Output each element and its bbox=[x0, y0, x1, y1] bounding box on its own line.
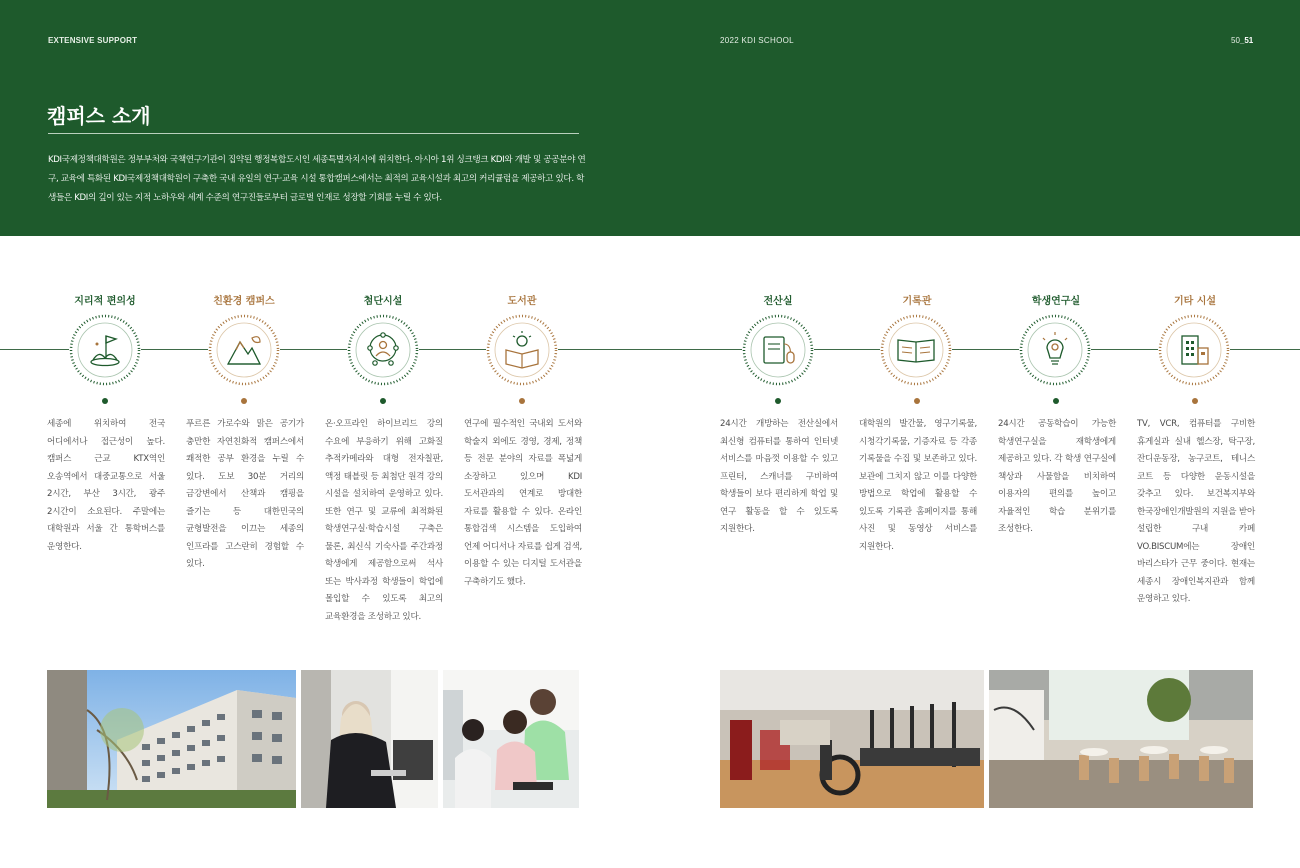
page-numbers bbox=[1231, 36, 1253, 45]
feature-title-computer-room: 전산실 bbox=[763, 296, 793, 307]
publication-label: 2022 KDI SCHOOL bbox=[720, 36, 794, 45]
timeline-dot bbox=[380, 398, 386, 404]
page-number-left: 50 bbox=[1231, 36, 1240, 45]
feature-title-eco-campus: 친환경 캠퍼스 bbox=[213, 296, 275, 307]
timeline-dot bbox=[519, 398, 525, 404]
section-label: EXTENSIVE SUPPORT bbox=[48, 36, 138, 45]
intro-paragraph: KDI국제정책대학원은 정부부처와 국책연구기관이 집약된 행정복합도시인 세종특별자치시에 위치한다. 아시아 1위 싱크탱크 KDI와 개발 및 공공분야 연구, 교육에 특화된 KDI국제정책대학원이 구축한 국내 유일의 연구·교육 시설 통합캠퍼스에서는 최적의 교육시설과 최고의 커리큘럼을 제공하고 있다. 학생들은 KDI의 깊이 있는 지적 노하우와 세계 수준의 연구진들로부터 글로벌 인재로 성장할 기회를 누릴 수 있다. bbox=[48, 155, 586, 203]
page-title: 캠퍼스 소개 bbox=[47, 104, 151, 128]
feature-title-archives: 기록관 bbox=[902, 296, 932, 307]
fitness-center-photo bbox=[720, 670, 984, 808]
timeline-dot bbox=[1053, 398, 1059, 404]
feature-desc-eco-campus: 푸르른 가로수와 맑은 공기가 충만한 자연친화적 캠퍼스에서 쾌적한 공부 환경을 누릴 수 있다. 도보 30분 거리의 금강변에서 산책과 캠핑을 즐기는 등 대한민국의 균형발전을 이끄는 세종의 인프라를 고스란히 경험할 수 있다. bbox=[186, 419, 304, 569]
feature-desc-library: 연구에 필수적인 국내외 도서와 학술지 외에도 경영, 경제, 정책 등 전문 분야의 자료를 폭넓게 소장하고 있으며 KDI 도서관과의 연계로 방대한 자료를 활용할 수 있다. 온라인 통합검색 시스템을 도입하여 언제 어디서나 자료를 쉽게 검색, 이용할 수 있는 디지털 도서관을 구축하기도 했다. bbox=[464, 419, 582, 587]
timeline-dot bbox=[102, 398, 108, 404]
feature-desc-computer-room: 24시간 개방하는 전산실에서 최신형 컴퓨터를 통하여 인터넷 서비스를 마음껏 이용할 수 있고 프린터, 스캐너를 구비하여 학생들이 보다 편리하게 학업 및 연구 활동을 할 수 있도록 지원한다. bbox=[720, 419, 838, 534]
timeline-dot bbox=[1192, 398, 1198, 404]
network-person-icon bbox=[347, 314, 419, 386]
feature-title-other-facilities: 기타 시설 bbox=[1173, 296, 1217, 307]
title-divider bbox=[48, 133, 579, 134]
campus-cafe-photo bbox=[989, 670, 1253, 808]
feature-desc-archives: 대학원의 발간물, 영구기록물, 시청각기록물, 기증자료 등 각종 기록물을 수집 및 보존하고 있다. 보관에 그치지 않고 이를 다양한 방법으로 학업에 활용할 수 있도록 기록관 홈페이지를 통해 사진 및 동영상 서비스를 지원한다. bbox=[859, 419, 977, 552]
mountain-leaf-icon bbox=[208, 314, 280, 386]
lightbulb-gear-icon bbox=[1019, 314, 1091, 386]
students-computer-photo bbox=[443, 670, 579, 808]
feature-title-location: 지리적 편의성 bbox=[74, 296, 136, 307]
feature-title-advanced-facilities: 첨단시설 bbox=[363, 296, 403, 307]
page-number-right: 51 bbox=[1244, 36, 1254, 45]
book-lightbulb-icon bbox=[486, 314, 558, 386]
buildings-icon bbox=[1158, 314, 1230, 386]
feature-desc-advanced-facilities: 온·오프라인 하이브리드 강의 수요에 부응하기 위해 고화질 추적카메라와 대형 전자칠판, 액정 태블릿 등 최첨단 원격 강의 시설을 설치하여 운영하고 있다. 또한 연구 및 교류에 최적화된 학생연구실·학습시설 구축은 물론, 최신식 기숙사를 주간과정 학생에게 제공함으로써 석사 또는 박사과정 학생들이 학업에 몰입할 수 있도록 최고의 교육환경을 조성하고 있다. bbox=[325, 419, 443, 622]
feature-desc-other-facilities: TV, VCR, 컴퓨터를 구비한 휴게실과 실내 헬스장, 탁구장, 잔디운동장, 농구코트, 테니스 코트 등 다양한 운동시설을 갖추고 있다. 보건복지부와 한국장애인개발원의 지원을 받아 설립한 구내 카페 VO.BISCUM에는 장애인 바리스타가 근무 중이다. 현재는 세종시 장애인복지관과 함께 운영하고 있다. bbox=[1137, 419, 1255, 604]
computer-mouse-icon bbox=[742, 314, 814, 386]
feature-desc-student-lab: 24시간 공동학습이 가능한 학생연구실을 재학생에게 제공하고 있다. 각 학생 연구실에 책상과 사물함을 비치하여 이용자의 편의를 높이고 자율적인 학습 분위기를 조성한다. bbox=[998, 419, 1116, 534]
student-library-photo bbox=[301, 670, 438, 808]
timeline-line bbox=[0, 349, 1300, 350]
feature-title-library: 도서관 bbox=[507, 296, 537, 307]
page-number-separator: _ bbox=[1239, 36, 1245, 45]
map-flag-icon bbox=[69, 314, 141, 386]
feature-title-student-lab: 학생연구실 bbox=[1031, 296, 1081, 307]
timeline-dot bbox=[241, 398, 247, 404]
campus-building-photo bbox=[47, 670, 296, 808]
timeline-dot bbox=[775, 398, 781, 404]
timeline-dot bbox=[914, 398, 920, 404]
feature-desc-location: 세종에 위치하여 전국 어디에서나 접근성이 높다. 캠퍼스 근교 KTX역인 오송역에서 대중교통으로 서울 2시간, 부산 3시간, 광주 2시간이 소요된다. 주말에는 대학원과 서울 간 통학버스를 운영한다. bbox=[47, 419, 165, 552]
open-book-icon bbox=[880, 314, 952, 386]
